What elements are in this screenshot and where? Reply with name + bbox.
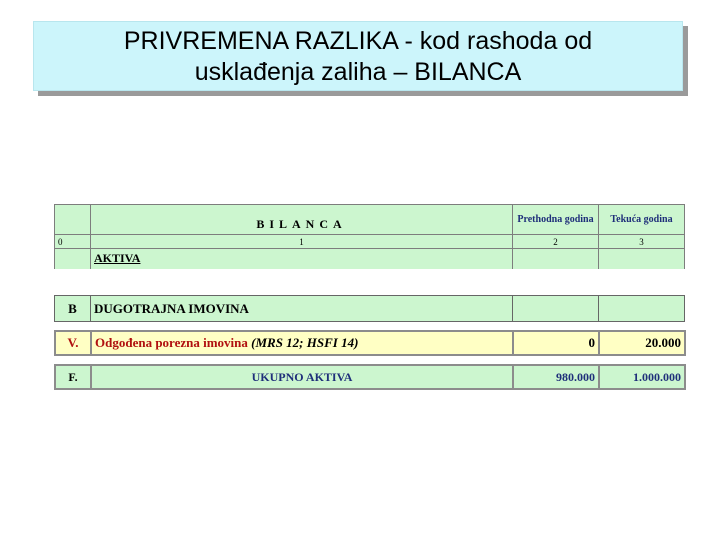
title-line-2: usklađenja zaliha – BILANCA: [194, 58, 522, 86]
header-row: [55, 205, 685, 235]
col-num-1: 1: [91, 235, 513, 249]
odgodena-code: V.: [55, 331, 91, 355]
odgodena-reference: (MRS 12; HSFI 14): [251, 335, 359, 350]
bilanca-header-table: [54, 204, 685, 269]
dugotrajna-label: DUGOTRAJNA IMOVINA: [91, 296, 513, 322]
odgodena-label-cell: [91, 331, 513, 355]
col-num-2: 2: [513, 235, 599, 249]
aktiva-row: [55, 249, 685, 269]
aktiva-code-cell: [55, 249, 91, 269]
aktiva-prev-cell: [513, 249, 599, 269]
col-num-3: 3: [599, 235, 685, 249]
dugotrajna-row: [55, 296, 685, 322]
ukupno-prev: 980.000: [513, 365, 599, 389]
col-num-0: 0: [55, 235, 91, 249]
ukupno-label: UKUPNO AKTIVA: [91, 365, 513, 389]
odgodena-label: Odgođena porezna imovina: [95, 335, 248, 350]
column-number-row: [55, 235, 685, 249]
ukupno-row: [55, 365, 685, 389]
aktiva-label: AKTIVA: [91, 249, 513, 269]
odgodena-table: [54, 330, 686, 356]
dugotrajna-curr: [599, 296, 685, 322]
dugotrajna-code: B: [55, 296, 91, 322]
ukupno-code: F.: [55, 365, 91, 389]
odgodena-curr: 20.000: [599, 331, 685, 355]
aktiva-curr-cell: [599, 249, 685, 269]
title-line-1: PRIVREMENA RAZLIKA - kod rashoda od: [123, 27, 593, 55]
dugotrajna-prev: [513, 296, 599, 322]
dugotrajna-table: [54, 295, 685, 322]
odgodena-row: [55, 331, 685, 355]
ukupno-curr: 1.000.000: [599, 365, 685, 389]
ukupno-table: [54, 364, 686, 390]
header-bilanca: BILANCA: [91, 205, 513, 235]
odgodena-prev: 0: [513, 331, 599, 355]
header-code-cell: [55, 205, 91, 235]
header-tekuca-godina: Tekuća godina: [599, 205, 685, 235]
slide-title: [33, 21, 683, 91]
header-prethodna-godina: Prethodna godina: [513, 205, 599, 235]
